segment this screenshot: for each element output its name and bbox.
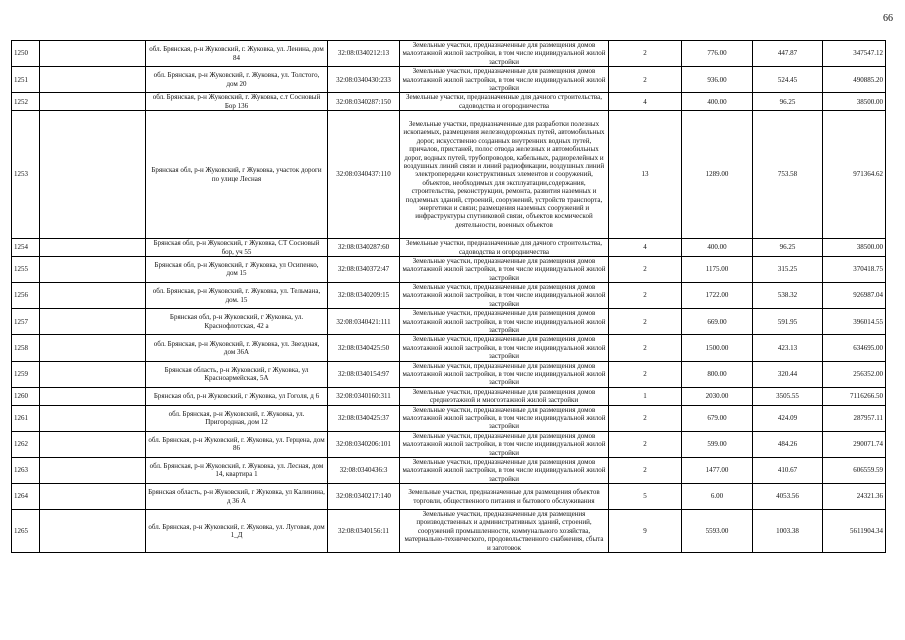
land-category-cell: Земельные участки, предназначенные для размещения домов малоэтажной жилой застройки, в том числе индивидуальной жилой застройки	[400, 335, 609, 361]
address-cell: Брянская обл, р-н Жуковский, г Жуковка, ул Осипенко, дом 15	[146, 256, 328, 282]
category-code-cell: 2	[609, 431, 682, 457]
specific-value-cell: 96.25	[753, 93, 823, 111]
cadastral-number-cell: 32:08:0340212:13	[328, 41, 400, 67]
specific-value-cell: 320.44	[753, 361, 823, 387]
address-cell: обл. Брянская, р-н Жуковский, г. Жуковка, ул. Пригородная, дом 12	[146, 405, 328, 431]
land-category-cell: Земельные участки, предназначенные для размещения объектов торговли, общественного питания и бытового обслуживания	[400, 484, 609, 510]
cadastral-value-cell: 606559.59	[823, 457, 886, 483]
cadastral-value-cell: 24321.36	[823, 484, 886, 510]
table-row	[12, 309, 886, 335]
category-code-cell: 2	[609, 335, 682, 361]
category-code-cell: 2	[609, 309, 682, 335]
cadastral-value-cell: 5611904.34	[823, 510, 886, 553]
table-row	[12, 335, 886, 361]
cadastral-number-cell: 32:08:0340372:47	[328, 256, 400, 282]
spacer-cell	[40, 41, 146, 67]
area-cell: 679.00	[682, 405, 753, 431]
spacer-cell	[40, 67, 146, 93]
row-number: 1260	[12, 387, 40, 405]
cadastral-number-cell: 32:08:0340421:111	[328, 309, 400, 335]
specific-value-cell: 423.13	[753, 335, 823, 361]
cadastral-number-cell: 32:08:0340217:140	[328, 484, 400, 510]
cadastral-number-cell: 32:08:03404З6:3	[328, 457, 400, 483]
row-number: 1265	[12, 510, 40, 553]
land-category-cell: Земельные участки, предназначенные для разработки полезных ископаемых, размещения железнодорожных путей, автомобильных дорог, искусственно созданных внутренних водных путей, причалов, пристаней, полос отвода железных и автомобильных дорог, водных путей, трубопроводов, кабельных, радиорелейных и воздушных линий связи и линий радиофикации, воздушных линий электропередачи конструктивных элементов и сооружений, объектов, необходимых для эксплуатации,содержания, строительства, реконструкции, ремонта, развития наземных и подземных зданий, строений, сооружений, устройств транспорта, энергетики и связи; размещения наземных сооружений и инфраструктуры спутниковой связи, объектов космической деятельности, военных объектов	[400, 111, 609, 239]
category-code-cell: 2	[609, 405, 682, 431]
cadastral-value-cell: 7116266.50	[823, 387, 886, 405]
row-number: 1250	[12, 41, 40, 67]
area-cell: 6.00	[682, 484, 753, 510]
land-category-cell: Земельные участки, предназначенные для размещения домов среднеэтажной и многоэтажной жилой застройки	[400, 387, 609, 405]
spacer-cell	[40, 484, 146, 510]
land-category-cell: Земельные участки, предназначенные для размещения домов малоэтажной жилой застройки, в том числе индивидуальной жилой застройки	[400, 67, 609, 93]
cadastral-value-cell: 290071.74	[823, 431, 886, 457]
spacer-cell	[40, 93, 146, 111]
spacer-cell	[40, 335, 146, 361]
land-category-cell: Земельные участки, предназначенные для размещения домов малоэтажной жилой застройки, в том числе индивидуальной жилой застройки	[400, 41, 609, 67]
cadastral-number-cell: 32:08:0340154:97	[328, 361, 400, 387]
specific-value-cell: 410.67	[753, 457, 823, 483]
cadastral-value-cell: 370418.75	[823, 256, 886, 282]
category-code-cell: 2	[609, 41, 682, 67]
area-cell: 1289.00	[682, 111, 753, 239]
row-number: 1259	[12, 361, 40, 387]
category-code-cell: 5	[609, 484, 682, 510]
cadastral-number-cell: 32:08:0340209:15	[328, 283, 400, 309]
address-cell: обл. Брянская, р-н Жуковский, г. Жуковка, ул. Герцена, дом 86	[146, 431, 328, 457]
category-code-cell: 2	[609, 283, 682, 309]
land-category-cell: Земельные участки, предназначенные для дачного строительства, садоводства и огородничества	[400, 239, 609, 257]
area-cell: 2030.00	[682, 387, 753, 405]
spacer-cell	[40, 510, 146, 553]
cadastral-value-cell: 287957.11	[823, 405, 886, 431]
cadastral-value-cell: 396014.55	[823, 309, 886, 335]
address-cell: обл. Брянская, р-н Жуковский, г. Жуковка, с.т Сосновый Бор 136	[146, 93, 328, 111]
land-category-cell: Земельные участки, предназначенные для размещения домов малоэтажной жилой застройки, в том числе индивидуальной жилой застройки	[400, 431, 609, 457]
specific-value-cell: 447.87	[753, 41, 823, 67]
address-cell: Брянская обл, р-н Жуковский, г Жуковка, СТ Сосновый бор, уч 55	[146, 239, 328, 257]
row-number: 1258	[12, 335, 40, 361]
table-row	[12, 510, 886, 553]
area-cell: 1477.00	[682, 457, 753, 483]
registry-body	[12, 41, 886, 553]
row-number: 1261	[12, 405, 40, 431]
cadastral-value-cell: 38500.00	[823, 93, 886, 111]
category-code-cell: 13	[609, 111, 682, 239]
cadastral-number-cell: 32:08:0340287:60	[328, 239, 400, 257]
spacer-cell	[40, 239, 146, 257]
cadastral-value-cell: 490885.20	[823, 67, 886, 93]
row-number: 1255	[12, 256, 40, 282]
area-cell: 599.00	[682, 431, 753, 457]
row-number: 1256	[12, 283, 40, 309]
address-cell: Брянская обл, р-н Жуковский, г Жуковка, участок дороги по улице Лесная	[146, 111, 328, 239]
table-row	[12, 41, 886, 67]
land-category-cell: Земельные участки, предназначенные для дачного строительства, садоводства и огородничества	[400, 93, 609, 111]
specific-value-cell: 538.32	[753, 283, 823, 309]
area-cell: 1500.00	[682, 335, 753, 361]
cadastral-number-cell: 32:08:0340160:311	[328, 387, 400, 405]
land-registry-table	[11, 40, 886, 553]
cadastral-number-cell: 32:08:0340287:150	[328, 93, 400, 111]
land-category-cell: Земельные участки, предназначенные для размещения домов малоэтажной жилой застройки, в том числе индивидуальной жилой застройки	[400, 256, 609, 282]
address-cell: обл. Брянская, р-н Жуковский, г. Жуковка, ул. Тельмана, дом. 15	[146, 283, 328, 309]
table-row	[12, 484, 886, 510]
cadastral-value-cell: 634695.00	[823, 335, 886, 361]
specific-value-cell: 3505.55	[753, 387, 823, 405]
page-number: 66	[883, 13, 893, 24]
land-category-cell: Земельные участки, предназначенные для размещения домов малоэтажной жилой застройки, в том числе индивидуальной жилой застройки	[400, 283, 609, 309]
category-code-cell: 1	[609, 387, 682, 405]
table-row	[12, 67, 886, 93]
category-code-cell: 2	[609, 457, 682, 483]
land-category-cell: Земельные участки, предназначенные для размещения домов малоэтажной жилой застройки, в том числе индивидуальной жилой застройки	[400, 361, 609, 387]
cadastral-number-cell: 32:08:0340425:37	[328, 405, 400, 431]
specific-value-cell: 1003.38	[753, 510, 823, 553]
land-category-cell: Земельные участки, предназначенные для размещения домов малоэтажной жилой застройки, в том числе индивидуальной жилой застройки	[400, 405, 609, 431]
land-category-cell: Земельные участки, предназначенные для размещения домов малоэтажной жилой застройки, в том числе индивидуальной жилой застройки	[400, 457, 609, 483]
table-row	[12, 431, 886, 457]
category-code-cell: 2	[609, 67, 682, 93]
cadastral-value-cell: 926987.04	[823, 283, 886, 309]
specific-value-cell: 4053.56	[753, 484, 823, 510]
area-cell: 669.00	[682, 309, 753, 335]
category-code-cell: 9	[609, 510, 682, 553]
address-cell: Брянская обл, р-н Жуковский, г Жуковка, ул Гоголя, д 6	[146, 387, 328, 405]
category-code-cell: 2	[609, 361, 682, 387]
cadastral-number-cell: 32:08:0340437:110	[328, 111, 400, 239]
spacer-cell	[40, 457, 146, 483]
land-category-cell: Земельные участки, предназначенные для размещения домов малоэтажной жилой застройки, в том числе индивидуальной жилой застройки	[400, 309, 609, 335]
address-cell: обл. Брянская, р-н Жуковский, г. Жуковка, ул. Лесная, дом 14, квартира 1	[146, 457, 328, 483]
specific-value-cell: 424.09	[753, 405, 823, 431]
cadastral-value-cell: 38500.00	[823, 239, 886, 257]
specific-value-cell: 591.95	[753, 309, 823, 335]
table-row	[12, 111, 886, 239]
specific-value-cell: 96.25	[753, 239, 823, 257]
spacer-cell	[40, 256, 146, 282]
table-row	[12, 93, 886, 111]
row-number: 1262	[12, 431, 40, 457]
area-cell: 400.00	[682, 93, 753, 111]
spacer-cell	[40, 309, 146, 335]
spacer-cell	[40, 405, 146, 431]
table-row	[12, 239, 886, 257]
row-number: 1264	[12, 484, 40, 510]
area-cell: 400.00	[682, 239, 753, 257]
spacer-cell	[40, 111, 146, 239]
land-category-cell: Земельные участки, предназначенные для размещения производственных и административных зданий, строений, сооружений промышленности, коммунального хозяйства, материально-технического, продовольственного снабжения, сбыта и заготовок	[400, 510, 609, 553]
spacer-cell	[40, 361, 146, 387]
cadastral-number-cell: 32:08:0340430:233	[328, 67, 400, 93]
table-row	[12, 405, 886, 431]
category-code-cell: 2	[609, 256, 682, 282]
cadastral-value-cell: 971364.62	[823, 111, 886, 239]
row-number: 1257	[12, 309, 40, 335]
address-cell: обл. Брянская, р-н Жуковский, г. Жуковка, ул. Толстого, дом 20	[146, 67, 328, 93]
spacer-cell	[40, 431, 146, 457]
address-cell: Брянская область, р-н Жуковский, г Жуковка, ул Калинина, д 36 А	[146, 484, 328, 510]
spacer-cell	[40, 387, 146, 405]
specific-value-cell: 315.25	[753, 256, 823, 282]
address-cell: обл. Брянская, р-н Жуковский, г. Жуковка, ул. Звездная, дом 36А	[146, 335, 328, 361]
area-cell: 800.00	[682, 361, 753, 387]
row-number: 1251	[12, 67, 40, 93]
specific-value-cell: 753.58	[753, 111, 823, 239]
row-number: 1254	[12, 239, 40, 257]
row-number: 1252	[12, 93, 40, 111]
cadastral-number-cell: 32:08:0340425:50	[328, 335, 400, 361]
table-row	[12, 283, 886, 309]
specific-value-cell: 484.26	[753, 431, 823, 457]
address-cell: Брянская область, р-н Жуковский, г Жуковка, ул Красноармейская, 5А	[146, 361, 328, 387]
category-code-cell: 4	[609, 93, 682, 111]
table-row	[12, 256, 886, 282]
table-row	[12, 387, 886, 405]
specific-value-cell: 524.45	[753, 67, 823, 93]
row-number: 1253	[12, 111, 40, 239]
address-cell: обл. Брянская, р-н Жуковский, г. Жуковка, ул. Луговая, дом 1_Д	[146, 510, 328, 553]
area-cell: 936.00	[682, 67, 753, 93]
cadastral-value-cell: 256352.00	[823, 361, 886, 387]
area-cell: 776.00	[682, 41, 753, 67]
category-code-cell: 4	[609, 239, 682, 257]
spacer-cell	[40, 283, 146, 309]
area-cell: 5593.00	[682, 510, 753, 553]
row-number: 1263	[12, 457, 40, 483]
table-row	[12, 457, 886, 483]
table-row	[12, 361, 886, 387]
area-cell: 1722.00	[682, 283, 753, 309]
cadastral-value-cell: 347547.12	[823, 41, 886, 67]
address-cell: Брянская обл, р-н Жуковский, г Жуковка, ул. Краснофлотская, 42 а	[146, 309, 328, 335]
address-cell: обл. Брянская, р-н Жуковский, г. Жуковка, ул. Ленина, дом 84	[146, 41, 328, 67]
cadastral-number-cell: 32:08:0340156:11	[328, 510, 400, 553]
cadastral-number-cell: 32:08:0340206:101	[328, 431, 400, 457]
area-cell: 1175.00	[682, 256, 753, 282]
